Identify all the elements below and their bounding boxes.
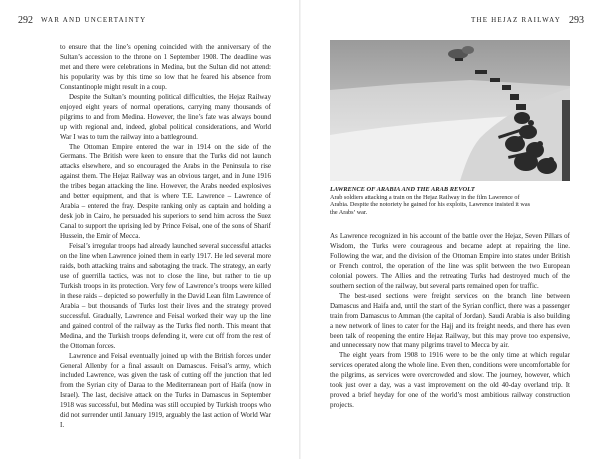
paragraph: to ensure that the line’s opening coincided with the anniversary of the Sultan’s accession to the throne on 1 September 1908. The deadline was met and there were celebrations in Medina, but the Sultan did not attend: his popularity was by this time so low that he feared his absence from Constantinople might result in a coup. bbox=[60, 43, 271, 91]
left-running-header bbox=[10, 13, 146, 27]
left-body-text bbox=[60, 43, 271, 431]
right-body-text bbox=[330, 232, 570, 411]
photo-illustration bbox=[330, 40, 570, 181]
paragraph: Feisal’s irregular troops had already launched several successful attacks on the line when Lawrence joined them in early 1917. He led several more raids, both attacking trains and sabotaging the track. The strategy, an early use of guerrilla tactics, was not to close the line, but rather to tie up Turkish troops in its protection. Very few of Lawrence’s troops were killed in these raids – depicted so powerfully in the David Lean film Lawrence of Arabia – but thousands of Turks lost their lives and the strategy proved successful. Gradually, Lawrence and Feisal worked their way up the line and gained control of the railway as the Turks fled north. This meant that Medina, and the Turkish troops defending it, were cut off from the rest of the Ottoman forces. bbox=[60, 242, 271, 350]
left-running-head: WAR AND UNCERTAINTY bbox=[41, 16, 147, 24]
right-running-head: THE HEJAZ RAILWAY bbox=[470, 16, 561, 24]
caption-title: LAWRENCE OF ARABIA AND THE ARAB REVOLT bbox=[330, 186, 475, 193]
caption-text: Arab soldiers attacking a train on the Hejaz Railway in the film Lawrence of Arabia. Despite the notoriety he gained for his exploits, Lawrence insisted it was the Arabs’ war. bbox=[330, 193, 531, 216]
paragraph: As Lawrence recognized in his account of the battle over the Hejaz, Seven Pillars of Wisdom, the Turks were courageous and became adept at repairing the line. Following the war, and the division of the Ottoman Empire into states under British or French control, the operation of the line was split between the two European colonial powers. The Allies and the retreating Turks had destroyed much of the southern section of the railway, but several parts remained open for traffic. bbox=[330, 232, 570, 290]
paragraph: Lawrence and Feisal eventually joined up with the British forces under General Allenby for a final assault on Damascus. Feisal’s army, which included Lawrence, was given the task of cutting off the junction that led from the Syrian city of Daraa to the Mediterranean port of Haifa (now in Israel). The last, decisive attack on the Turks in Damascus in September 1918 was successful, but Medina was still occupied by Turkish troops who did not surrender until January 1919, arguably the last action of World War I. bbox=[60, 351, 271, 430]
right-page bbox=[300, 0, 600, 459]
left-page-number: 292 bbox=[18, 14, 33, 26]
right-running-header bbox=[471, 13, 592, 27]
desert-battle-photo bbox=[330, 40, 570, 181]
paragraph: The eight years from 1908 to 1916 were to be the only time at which regular services operated along the whole line. Even then, conditions were uncomfortable for the pilgrims, as services were overcrowded and slow. The journey, however, which took just over a day, was a vast improvement on the old 40-day overland trip. It proved a brief heyday for one of the world’s most ambitious railway construction projects. bbox=[330, 351, 570, 410]
paragraph: The Ottoman Empire entered the war in 1914 on the side of the Germans. The British were keen to ensure that the Turks did not launch attacks elsewhere, and so encouraged the Arabs in the Peninsula to rise against them. The Hejaz Railway was an obvious target, and in June 1916 the tribes began attacking the line. However, the Arabs needed explosives and better equipment, and that is where T.E. Lawrence – Lawrence of Arabia – entered the fray. Despite ranking only as captain and holding a desk job in Cairo, he persuaded his superiors to send him across the Suez Canal to support the uprising led by Prince Feisal, one of the sons of Sharif Hussein, the Emir of Mecca. bbox=[60, 142, 271, 241]
right-page-number: 293 bbox=[569, 14, 584, 26]
paragraph: The best-used sections were freight services on the branch line between Damascus and Haifa and, until the start of the Syrian conflict, there was a passenger train from Damascus to Amman (the capital of Jordan). Saudi Arabia is also building a new network of lines to cater for the Hajj and its freight needs, and there has even been talk of reopening the entire Hejaz Railway, but this may prove too expensive, and unnecessary now that many pilgrims travel to Mecca by air. bbox=[330, 291, 570, 350]
photo-caption bbox=[330, 186, 530, 216]
paragraph: Despite the Sultan’s mounting political difficulties, the Hejaz Railway enjoyed eight years of normal operations, carrying many thousands of pilgrims to and from Medina. However, the line’s fate was always bound up with regional and, indeed, global political considerations, and World War I was to turn the railway into a battleground. bbox=[60, 92, 271, 141]
